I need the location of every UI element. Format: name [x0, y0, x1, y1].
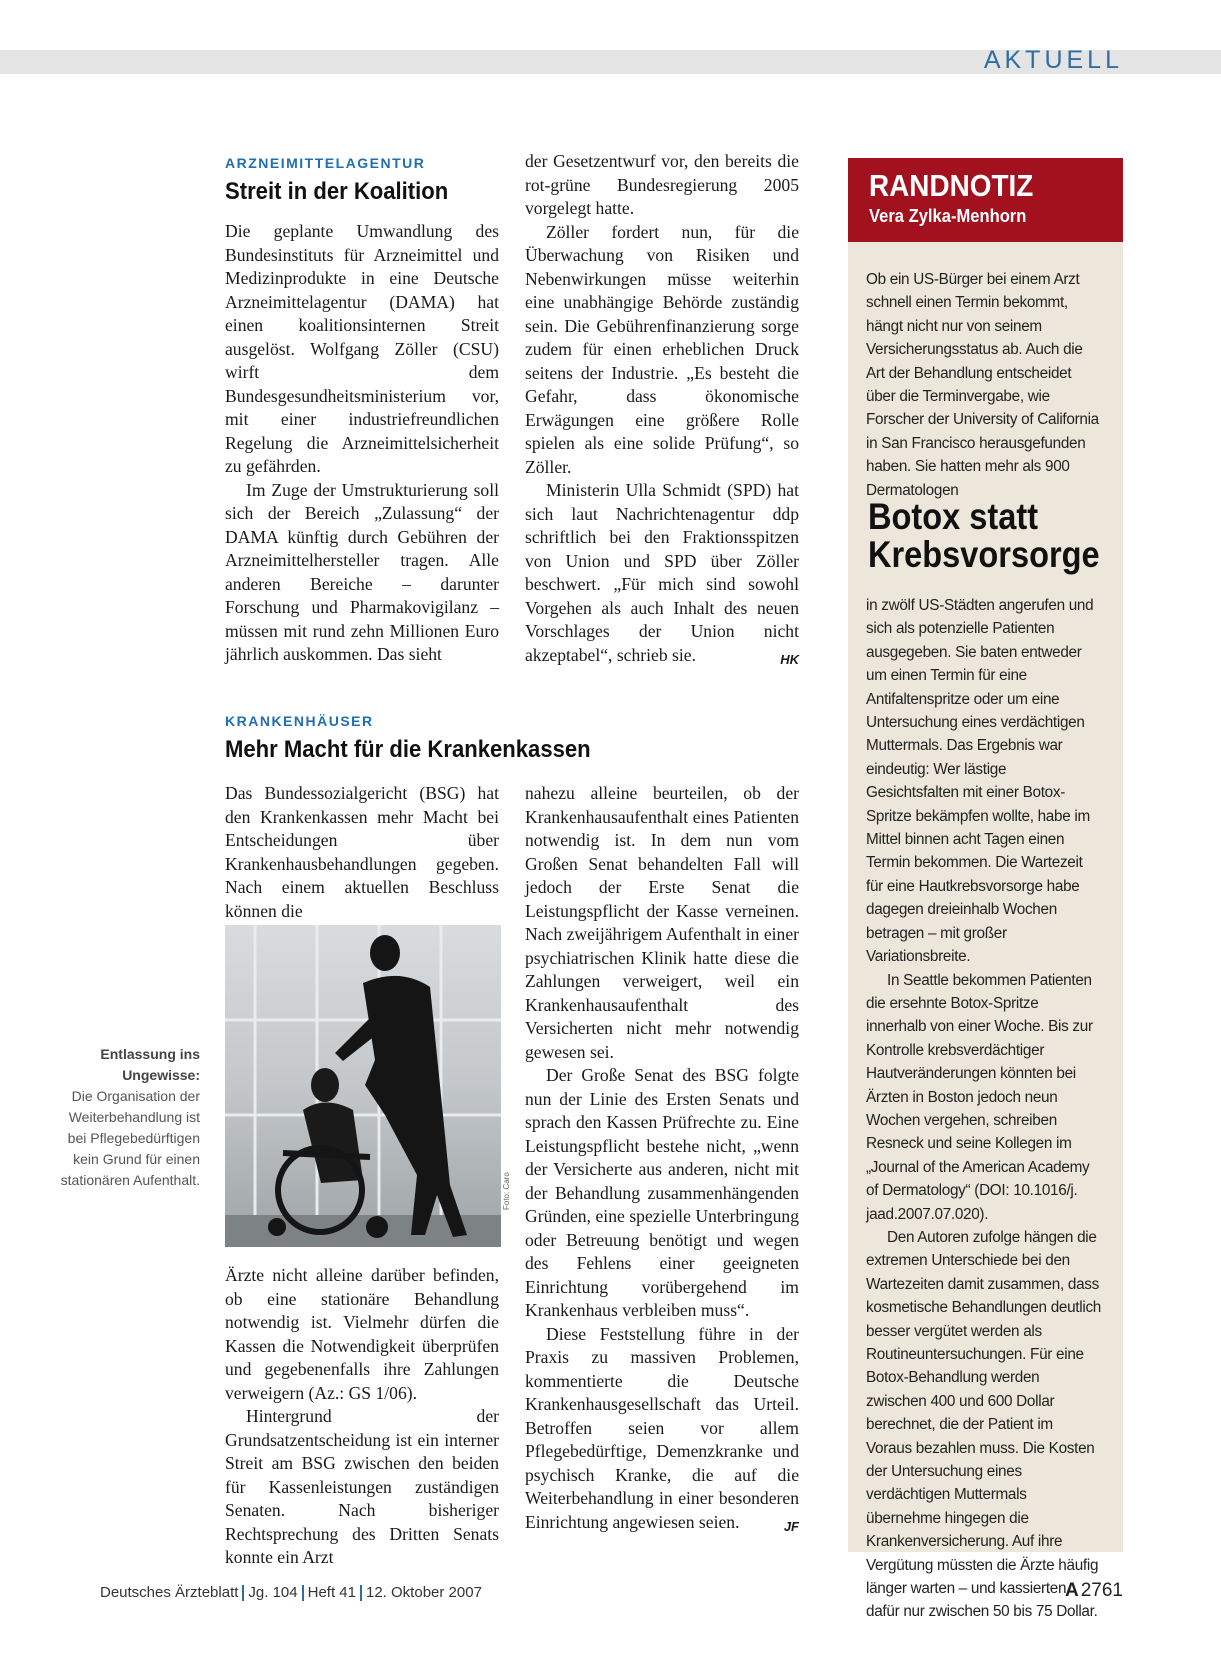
sidebar-label: RANDNOTIZ — [869, 168, 1034, 203]
article2-headline: Mehr Macht für die Krankenkassen — [225, 736, 591, 763]
paragraph: nahezu alleine beurteilen, ob der Krankenhausaufenthalt eines Patienten notwendig ist. In dem nun vom Großen Senat behandelten Fall will jedoch der Erste Senat die Leistungspflicht der Kasse verneinen. Nach zweijährigem Aufenthalt in einer psychiatrischen Klinik hatte diese die Zahlungen verweigert, weil ein Krankenhausaufenthalt des Versicherten nicht mehr notwendig gewesen sei. — [525, 783, 799, 1062]
paragraph: Das Bundessozialgericht (BSG) hat den Krankenkassen mehr Macht bei Entscheidungen über Krankenhausbehandlungen gegeben. Nach einem aktuellen Beschluss können die — [225, 783, 499, 921]
separator — [242, 1585, 244, 1601]
page-number — [1065, 1580, 1123, 1602]
article2-column-1-top — [225, 782, 499, 923]
paragraph: Zöller fordert nun, für die Überwachung von Risiken und Nebenwirkungen müsse weiterhin eine unabhängige Behörde zuständig sein. Die Gebührenfinanzierung sorge zudem für einen erheblichen Druck seitens der Industrie. „Es besteht die Gefahr, dass ökonomische Erwägungen eine größere Rolle spielen als eine solide Prüfung“, so Zöller. — [525, 221, 799, 477]
article1-kicker: ARZNEIMITTELAGENTUR — [225, 155, 426, 171]
paragraph: Hintergrund der Grundsatzentscheidung ist ein interner Streit am BSG zwischen den beiden für Kassenleistungen zuständigen Senaten. Nach bisheriger Rechtsprechung des Dritten Senats konnte ein Arzt — [225, 1406, 499, 1567]
paragraph: Diese Feststellung führe in der Praxis zu massiven Problemen, kommentierte die Deutsche Krankenhausgesellschaft das Urteil. Betroffen seien vor allem Pflegebedürftige, Demenzkranke und psychisch Kranke, die auf die Weiterbehandlung in einer besonderen Einrichtung angewiesen seien. JF — [525, 1323, 799, 1535]
section-label: AKTUELL — [983, 46, 1123, 74]
paragraph: Die geplante Umwandlung des Bundesinstituts für Arzneimittel und Medizinprodukte in eine Deutsche Arzneimittelagentur (DAMA) hat einen koalitionsinternen Streit ausgelöst. Wolfgang Zöller (CSU) wirft dem Bundesgesundheitsministerium vor, mit einer industriefreundlichen Regelung die Arzneimittelsicherheit zu gefährden. — [225, 221, 499, 476]
page-prefix: A — [1064, 1580, 1079, 1601]
separator — [360, 1585, 362, 1601]
sidebar-headline: Botox statt Krebsvorsorge — [868, 496, 1100, 575]
sidebar-body — [866, 594, 1102, 1624]
paragraph: Ärzte nicht alleine darüber befinden, ob eine stationäre Behandlung notwendig ist. Vielmehr dürfen die Kassen die Notwendigkeit überprüfen und gegebenenfalls ihre Zahlungen verweigern (Az.: GS 1/06). — [225, 1265, 499, 1403]
paragraph: Ministerin Ulla Schmidt (SPD) hat sich laut Nachrichtenagentur ddp schriftlich bei den Fraktionsspitzen von Union und SPD über Zöller beschwert. „Für mich sind sowohl Vorgehen als auch Inhalt des neuen Vorschlages der Union nicht akzeptabel“, schrieb sie. HK — [525, 479, 799, 667]
photo-credit: Foto: Caro — [502, 1172, 511, 1210]
sidebar-author: Vera Zylka-Menhorn — [869, 206, 1027, 226]
caption-title: Entlassung ins Ungewisse: — [100, 1046, 200, 1083]
wheelchair-photo — [225, 925, 501, 1247]
caption-text: Die Organisation der Weiterbehandlung ist bei Pflegebedürftigen kein Grund für einen stationären Aufenthalt. — [60, 1088, 200, 1188]
article2-column-2 — [525, 782, 799, 1538]
article2-kicker: KRANKENHÄUSER — [225, 713, 374, 729]
author-signature: HK — [780, 651, 799, 667]
paragraph: Der Große Senat des BSG folgte nun der Linie des Ersten Senats und sprach den Kassen Prüfrechte zu. Eine Leistungspflicht bestehe nicht, „wenn der Versicherte aus anderen, nicht mit der Behandlung zusammenhängenden Gründen, eine spezielle Unterbringung oder Betreuung benötigt und wegen des Fehlens einer geeigneten Einrichtung vorübergehend im Krankenhaus verbleiben muss“. — [525, 1065, 799, 1320]
paragraph: In Seattle bekommen Patienten die ersehnte Botox-Spritze innerhalb von einer Woche. Bis zur Kontrolle krebsverdächtiger Hautveränderungen könnten bei Ärzten in Boston jedoch neun Wochen vergehen, schreiben Resneck und seine Kollegen im „Journal of the American Academy of Dermatology“ (DOI: 10.1016/j. jaad.2007.07.020). — [866, 971, 1093, 1223]
photo-caption — [60, 1044, 200, 1191]
volume: Jg. 104 — [248, 1584, 298, 1601]
footer-citation — [100, 1584, 482, 1601]
paragraph: der Gesetzentwurf vor, den bereits die rot-grüne Bundesregierung 2005 vorgelegt hatte. — [525, 151, 799, 218]
article2-column-1-bottom — [225, 1264, 499, 1570]
page-number-value: 2761 — [1080, 1580, 1123, 1601]
article1-column-1 — [225, 220, 499, 667]
issue-date: 12. Oktober 2007 — [366, 1584, 482, 1601]
sidebar-header — [848, 158, 1123, 242]
paragraph: in zwölf US-Städten angerufen und sich als potenzielle Patienten ausgegeben. Sie baten entweder um einen Termin für eine Antifaltenspritze oder um eine Untersuchung eines verdächtigen Muttermals. Das Ergebnis war eindeutig: Wer lästige Gesichtsfalten mit einer Botox-Spritze bekämpfen wollte, habe im Mittel binnen acht Tagen einen Termin bekommen. Die Wartezeit für eine Hautkrebsvorsorge habe dagegen dreieinhalb Wochen betragen – mit großer Variationsbreite. — [866, 597, 1094, 966]
paragraph: Den Autoren zufolge hängen die extremen Unterschiede bei den Wartezeiten damit zusammen, dass kosmetische Behandlungen deutlich besser vergütet werden als Routineuntersuchungen. Für eine Botox-Behandlung werden zwischen 400 und 600 Dollar berechnet, die der Patient im Voraus bezahlen muss. Die Kosten der Untersuchung eines verdächtigen Muttermals übernehme hingegen die Krankenversicherung. Auf ihre Vergütung müssten die Ärzte häufig länger warten – und kassierten dafür nur zwischen 50 bis 75 Dollar. — [866, 1228, 1102, 1621]
article1-column-2 — [525, 150, 799, 671]
journal-name: Deutsches Ärzteblatt — [100, 1584, 239, 1601]
paragraph: Im Zuge der Umstrukturierung soll sich der Bereich „Zulassung“ der DAMA künftig durch Gebühren der Arzneimittelhersteller tragen. Alle anderen Bereiche – darunter Forschung und Pharmakovigilanz – müssen mit rund zehn Millionen Euro jährlich auskommen. Das sieht — [225, 479, 499, 664]
author-signature: JF — [783, 1518, 799, 1534]
paragraph: Ob ein US-Bürger bei einem Arzt schnell einen Termin bekommt, hängt nicht nur von seinem Versicherungsstatus ab. Auch die Art der Behandlung entscheidet über die Terminvergabe, wie Forscher der University of California in San Francisco herausgefunden haben. Sie hatten mehr als 900 Dermatologen — [866, 271, 1099, 499]
article1-headline: Streit in der Koalition — [225, 178, 449, 205]
separator — [302, 1585, 304, 1601]
sidebar-intro — [866, 268, 1102, 502]
issue: Heft 41 — [307, 1584, 356, 1601]
